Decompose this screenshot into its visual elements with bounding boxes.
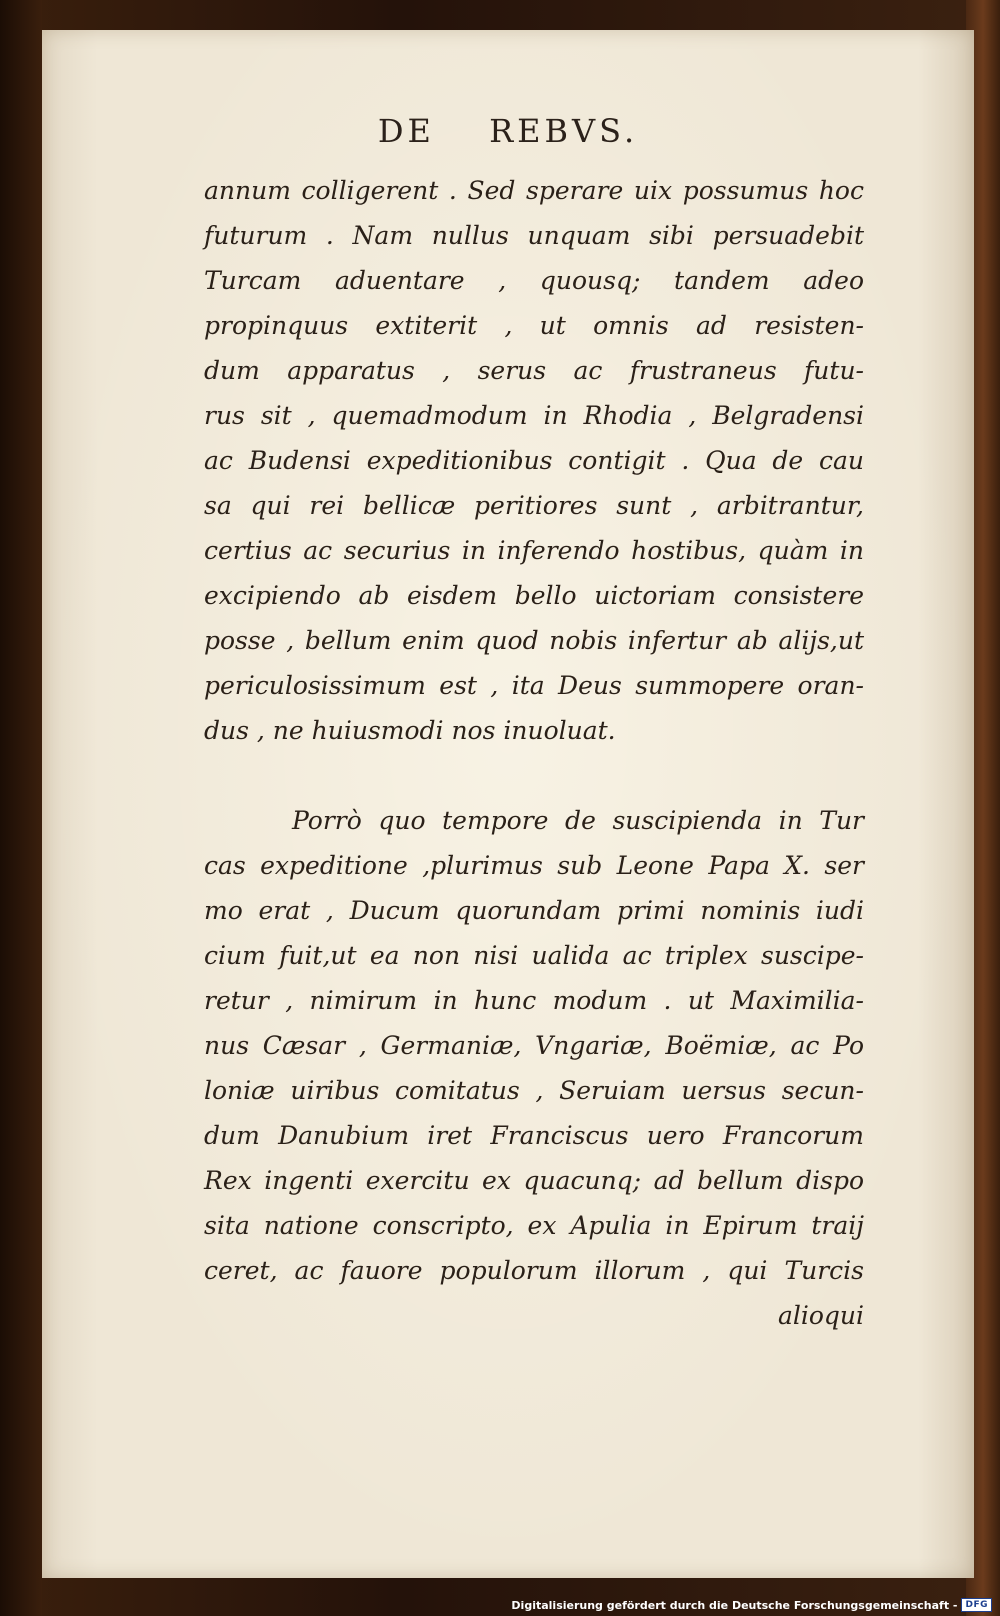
text-line: dum Danubium iret Franciscus uero Francorum — [204, 1121, 864, 1150]
text-line: mo erat , Ducum quorundam primi nominis iudi — [204, 896, 864, 925]
text-line: Porrò quo tempore de suscipienda in Tur — [292, 806, 864, 835]
text-line: retur , nimirum in hunc modum . ut Maximilia- — [204, 986, 864, 1015]
text-line: loniæ uiribus comitatus , Seruiam uersus secun- — [204, 1076, 864, 1105]
text-line: excipiendo ab eisdem bello uictoriam consistere — [204, 581, 864, 610]
text-line: Turcam aduentare , quousq; tandem adeo — [204, 266, 864, 295]
text-line: nus Cæsar , Germaniæ, Vngariæ, Boëmiæ, ac Po — [204, 1031, 864, 1060]
text-line: posse , bellum enim quod nobis infertur ab alijs,ut — [204, 626, 864, 655]
text-line: Rex ingenti exercitu ex quacunq; ad bellum dispo — [204, 1166, 864, 1195]
dfg-logo-icon: DFG — [961, 1598, 992, 1612]
text-line: certius ac securius in inferendo hostibus, quàm in — [204, 536, 864, 565]
footer-credit — [511, 1598, 992, 1612]
text-line: cas expeditione ,plurimus sub Leone Papa X. ser — [204, 851, 864, 880]
paragraph-1 — [204, 168, 864, 753]
text-line: sita natione conscripto, ex Apulia in Epirum traij — [204, 1211, 864, 1240]
text-line: dum apparatus , serus ac frustraneus futu- — [204, 356, 864, 385]
text-line: propinquus extiterit , ut omnis ad resisten- — [204, 311, 864, 340]
text-line: periculosissimum est , ita Deus summopere oran- — [204, 671, 864, 700]
book-gutter — [0, 0, 42, 1616]
text-line: annum colligerent . Sed sperare uix possumus hoc — [204, 176, 864, 205]
paragraph-gap — [204, 753, 864, 798]
catchword: alioqui — [777, 1301, 864, 1330]
main-text — [204, 168, 864, 1338]
text-line: rus sit , quemadmodum in Rhodia , Belgradensi — [204, 401, 864, 430]
text-line: ceret, ac fauore populorum illorum , qui Turcis — [204, 1256, 864, 1285]
paragraph-2 — [204, 798, 864, 1293]
text-line: cium fuit,ut ea non nisi ualida ac triplex suscipe- — [204, 941, 864, 970]
text-line: ac Budensi expeditionibus contigit . Qua de cau — [204, 446, 864, 475]
book-page — [42, 30, 974, 1578]
running-head: DE REBVS. — [377, 112, 639, 150]
text-line: futurum . Nam nullus unquam sibi persuadebit — [204, 221, 864, 250]
text-line: dus , ne huiusmodi nos inuoluat. — [204, 716, 616, 745]
text-line: sa qui rei bellicæ peritiores sunt , arbitrantur, — [204, 491, 864, 520]
footer-text: Digitalisierung gefördert durch die Deutsche Forschungsgemeinschaft - — [511, 1598, 958, 1612]
